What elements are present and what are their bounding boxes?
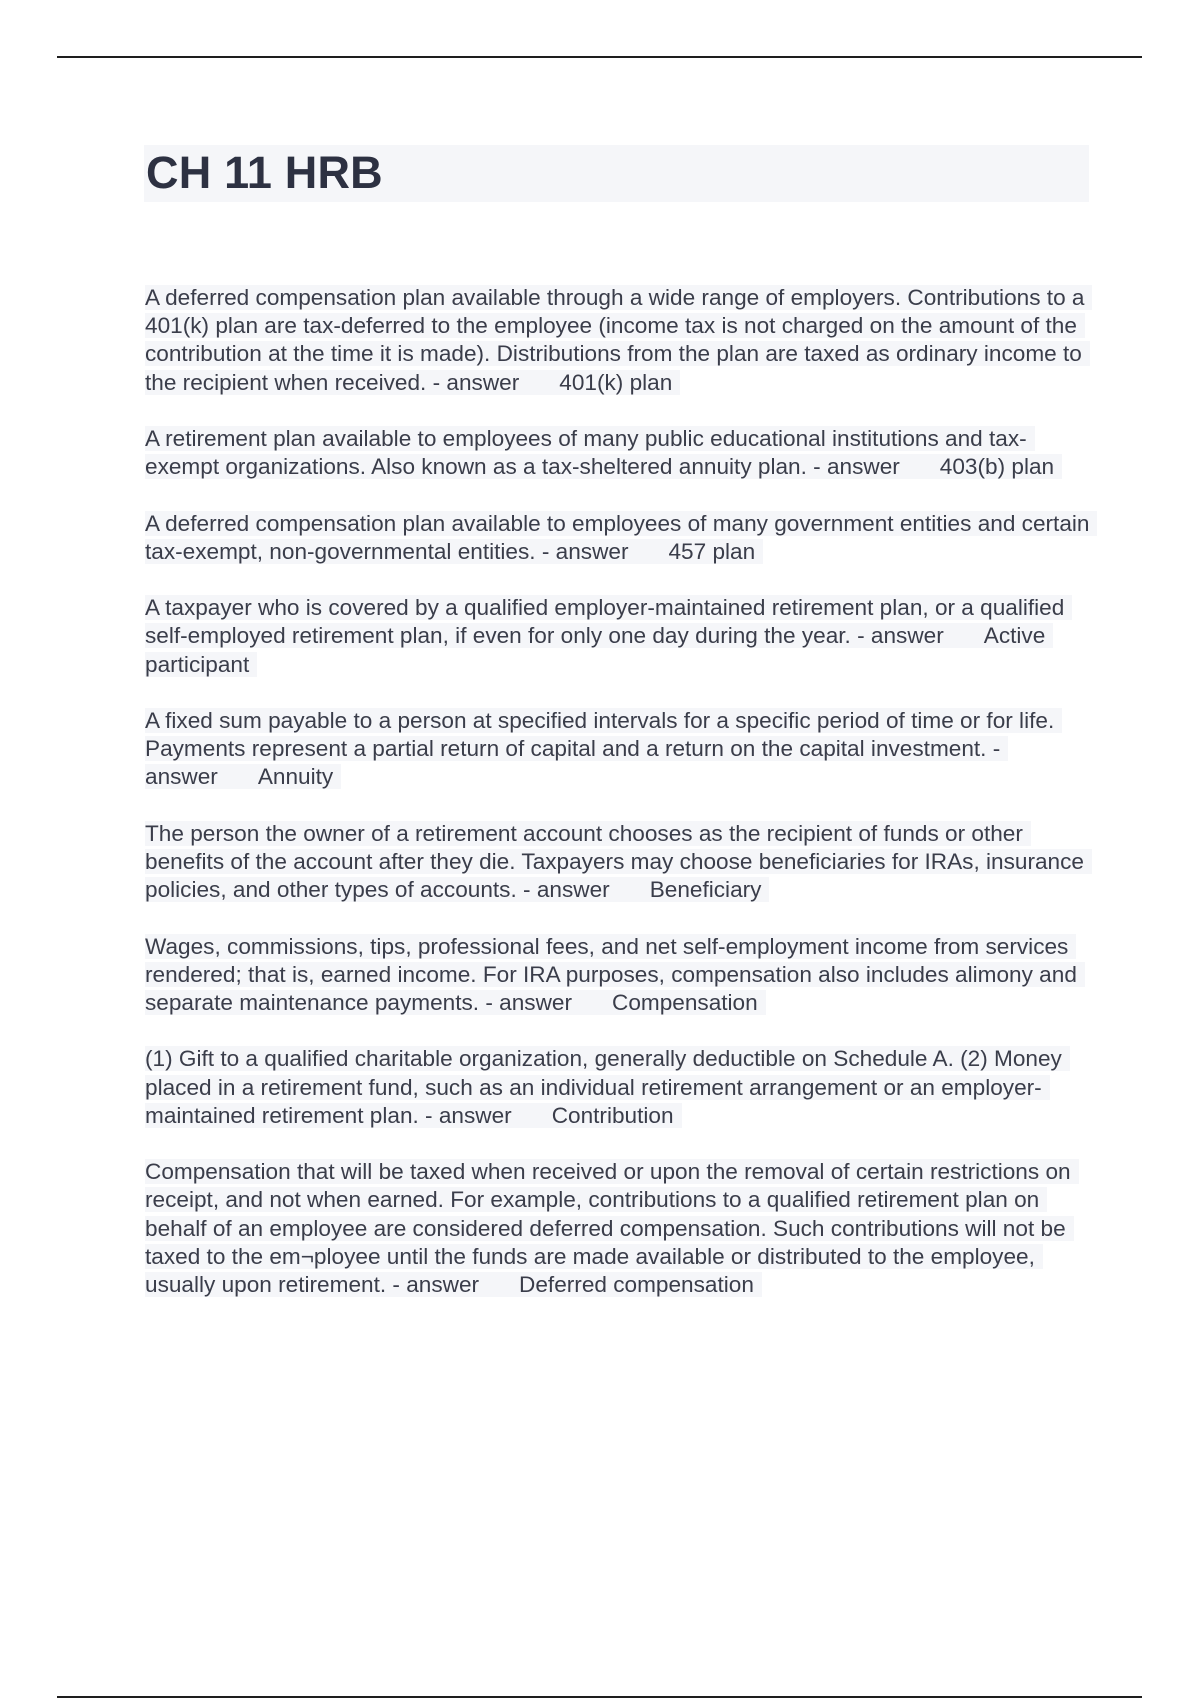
flashcard-highlight [145, 934, 1085, 1015]
page-title: CH 11 HRB [146, 147, 383, 198]
answer-text: Active participant [145, 623, 1046, 677]
flashcard-entry [145, 707, 1095, 792]
question-text: Compensation that will be taxed when received or upon the removal of certain restrictions on receipt, and not when earned. For example, contributions to a qualified retirement plan on behalf of an employee are considered deferred compensation. Such contributions will not be taxed to the em¬ployee until the funds are made available or distributed to the employee, usually upon retirement. - answer [145, 1159, 1071, 1297]
flashcard-entry [145, 1158, 1095, 1299]
flashcard-highlight [145, 426, 1062, 479]
flashcard-entry [145, 510, 1095, 566]
flashcard-entry [145, 425, 1095, 481]
question-text: A retirement plan available to employees of many public educational institutions and tax-exempt organizations. Also known as a tax-sheltered annuity plan. - answer [145, 426, 1027, 480]
flashcard-highlight [145, 511, 1097, 564]
answer-text: 401(k) plan [559, 369, 673, 395]
top-rule [57, 56, 1142, 58]
flashcard-highlight [145, 1159, 1079, 1297]
answer-text: Contribution [551, 1102, 674, 1128]
question-text: A taxpayer who is covered by a qualified employer-maintained retirement plan, or a qualified self-employed retirement plan, if even for only one day during the year. - answer [145, 595, 1065, 649]
flashcard-highlight [145, 1046, 1070, 1127]
answer-text: Annuity [257, 764, 334, 790]
question-text: A fixed sum payable to a person at specified intervals for a specific period of time or for life. Payments represent a partial return of capital and a return on the capital investment. - answer [145, 707, 1055, 790]
flashcard-entry [145, 820, 1095, 905]
flashcard-highlight [145, 708, 1062, 789]
flashcard-entry [145, 933, 1095, 1018]
question-text: A deferred compensation plan available to employees of many government entities and certain tax-exempt, non-governmental entities. - answer [145, 510, 1090, 564]
flashcard-highlight [145, 821, 1092, 902]
answer-text: Beneficiary [649, 877, 762, 903]
answer-text: Compensation [612, 989, 758, 1015]
question-text: The person the owner of a retirement account chooses as the recipient of funds or other benefits of the account after they die. Taxpayers may choose beneficiaries for IRAs, insurance policies, and other types of accounts. - answer [145, 820, 1084, 903]
flashcard-list [145, 284, 1095, 1299]
flashcard-highlight [145, 285, 1092, 395]
flashcard-entry [145, 284, 1095, 397]
question-text: (1) Gift to a qualified charitable organization, generally deductible on Schedule A. (2) Money placed in a retirement fund, such as an individual retirement arrangement or an employer-maintained retirement plan. - answer [145, 1046, 1062, 1128]
flashcard-entry [145, 1045, 1095, 1130]
answer-text: Deferred compensation [519, 1271, 754, 1297]
answer-text: 403(b) plan [939, 454, 1055, 480]
question-text: Wages, commissions, tips, professional fees, and net self-employment income from services rendered; that is, earned income. For IRA purposes, compensation also includes alimony and separate maintenance payments. - answer [145, 933, 1077, 1015]
question-text: A deferred compensation plan available through a wide range of employers. Contributions to a 401(k) plan are tax-deferred to the employee (income tax is not charged on the amount of the contribution at the time it is made). Distributions from the plan are taxed as ordinary income to the recipient when received. - answer [145, 285, 1085, 395]
flashcard-highlight [145, 595, 1072, 676]
flashcard-entry [145, 594, 1095, 679]
answer-text: 457 plan [668, 538, 756, 564]
bottom-rule [57, 1696, 1142, 1698]
